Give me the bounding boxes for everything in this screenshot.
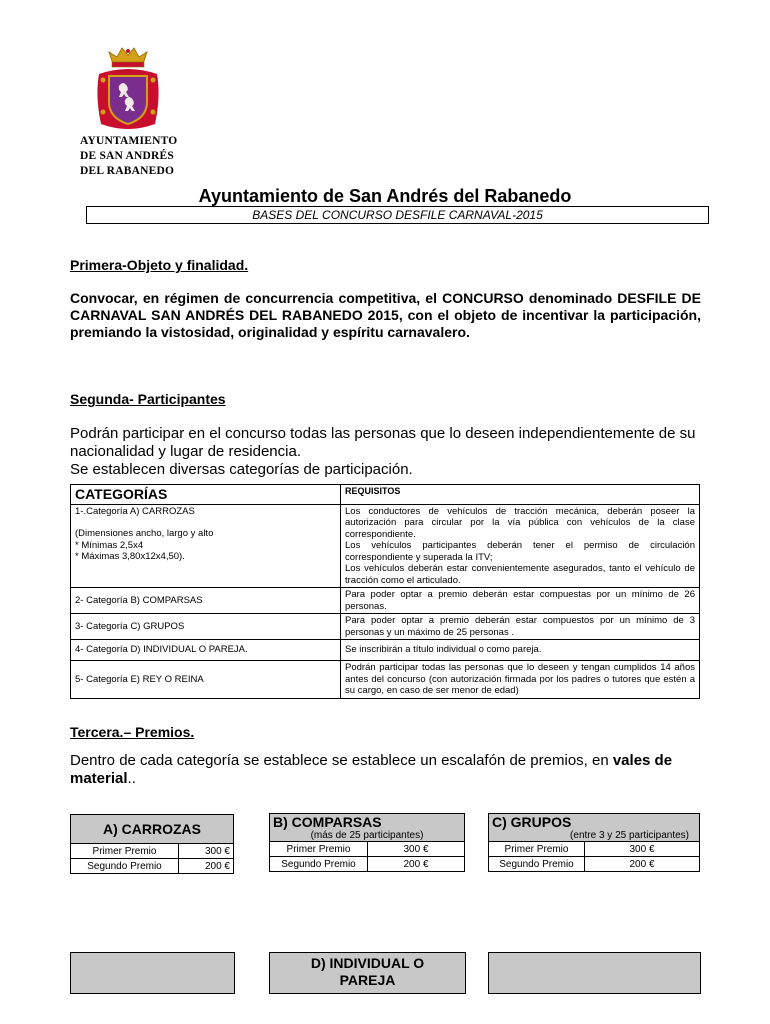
table-row	[71, 504, 700, 588]
document-subtitle: BASES DEL CONCURSO DESFILE CARNAVAL-2015	[86, 206, 709, 224]
category-line	[75, 517, 336, 528]
prize-table-empty-left	[70, 952, 235, 994]
table-row	[71, 640, 700, 661]
table-header-cell	[71, 485, 341, 505]
body-bold-text: vales de material	[70, 752, 673, 787]
section-body-primera: Convocar, en régimen de concurrencia competitiva, el CONCURSO denominado DESFILE DE CARNAVAL SAN ANDRÉS DEL RABANEDO 2015, con el objeto de incentivar la participación, premiando la vistosidad, originalidad y espíritu carnavalero.	[70, 290, 701, 340]
section-body-segunda	[70, 425, 701, 479]
prize-table-empty-right	[488, 952, 701, 994]
category-cell: 4- Categoría D) INDIVIDUAL O PAREJA.	[71, 640, 341, 661]
prize-table-title: PAREJA	[339, 972, 396, 988]
prize-value: 200 €	[368, 857, 465, 872]
section-heading-primera: Primera-Objeto y finalidad.	[70, 257, 249, 273]
category-cell: 5- Categoría E) REY O REINA	[71, 661, 341, 699]
prize-table-grupos	[488, 813, 700, 872]
category-line: * Máximas 3,80x12x4,50).	[75, 551, 185, 562]
requirement-cell: Para poder optar a premio deberán estar compuestos por un mínimo de 3 personas y un máximo de 25 personas .	[341, 614, 700, 640]
prize-value: 300 €	[585, 842, 700, 857]
section-heading-segunda: Segunda- Participantes	[70, 391, 226, 407]
prize-value: 200 €	[585, 857, 700, 872]
prize-value: 300 €	[179, 844, 234, 859]
prize-label: Primer Premio	[71, 844, 179, 859]
paragraph-line: Se establecen diversas categorías de participación.	[70, 461, 413, 478]
category-line: 1-.Categoría A) CARROZAS	[75, 505, 195, 517]
category-line: (Dimensiones ancho, largo y alto	[75, 528, 214, 539]
requirement-cell: Se inscribirán a título individual o como pareja.	[341, 640, 700, 661]
prize-label: Primer Premio	[489, 842, 585, 857]
requirement-cell: Para poder optar a premio deberán estar compuestas por un mínimo de 26 personas.	[341, 588, 700, 614]
document-title: Ayuntamiento de San Andrés del Rabanedo	[198, 186, 572, 206]
prize-table-individual-pareja	[269, 952, 466, 994]
body-text: Dentro de cada categoría se establece se establece un escalafón de premios, en	[70, 752, 613, 769]
category-cell	[71, 504, 341, 588]
prize-label: Segundo Premio	[489, 857, 585, 872]
prize-table-note: (entre 3 y 25 participantes)	[489, 830, 700, 842]
table-row	[71, 588, 700, 614]
coat-of-arms-logo	[95, 46, 161, 134]
prize-label: Segundo Premio	[71, 859, 179, 874]
requirement-cell: Podrán participar todas las personas que lo deseen y tengan cumplidos 14 años antes del concurso (con autorización firmada por los padres o tutores que estén a su cargo, en caso de ser menor de edad)	[341, 661, 700, 699]
logo-line: DEL RABANEDO	[80, 165, 175, 177]
category-line: * Mínimas 2,5x4	[75, 539, 144, 551]
prize-table-title: D) INDIVIDUAL O	[310, 955, 425, 971]
table-header-row	[71, 485, 700, 505]
category-cell: 3- Categoría C) GRUPOS	[71, 614, 341, 640]
category-cell: 2- Categoría B) COMPARSAS	[71, 588, 341, 614]
prize-table-title: C) GRUPOS	[489, 814, 700, 831]
table-row	[71, 614, 700, 640]
requisitos-header: REQUISITOS	[345, 486, 401, 496]
section-body-tercera	[70, 752, 701, 788]
categorias-header: CATEGORÍAS	[75, 486, 168, 502]
prize-table-carrozas	[70, 814, 234, 874]
prize-value: 300 €	[368, 842, 465, 857]
body-text: ..	[127, 770, 136, 787]
requirement-cell: Los conductores de vehículos de tracción mecánica, deberán poseer la autorización para circular por la vía pública con vehículos de la clase correspondiente. Los vehículos participantes deberán tener el permiso de circulación correspondiente y superada la ITV; Los vehículos deberán estar convenientemente asegurados, tanto el vehículo de tracción como el articulado.	[341, 504, 700, 588]
logo-line: DE SAN ANDRÉS	[80, 150, 174, 162]
table-row	[71, 661, 700, 699]
logo-text	[80, 134, 177, 179]
section-heading-tercera: Tercera.– Premios.	[70, 724, 195, 740]
prize-value: 200 €	[179, 859, 234, 874]
logo-line: AYUNTAMIENTO	[80, 135, 178, 147]
table-header-cell	[341, 485, 700, 505]
prize-table-note: (más de 25 participantes)	[270, 830, 465, 842]
categories-table	[70, 484, 700, 699]
prize-label: Segundo Premio	[270, 857, 368, 872]
prize-table-title: B) COMPARSAS	[270, 814, 465, 831]
prize-label: Primer Premio	[270, 842, 368, 857]
paragraph-line: Podrán participar en el concurso todas las personas que lo deseen independientemente de su nacionalidad y lugar de residencia.	[70, 425, 696, 460]
prize-table-title: A) CARROZAS	[71, 815, 234, 844]
prize-table-comparsas	[269, 813, 465, 872]
